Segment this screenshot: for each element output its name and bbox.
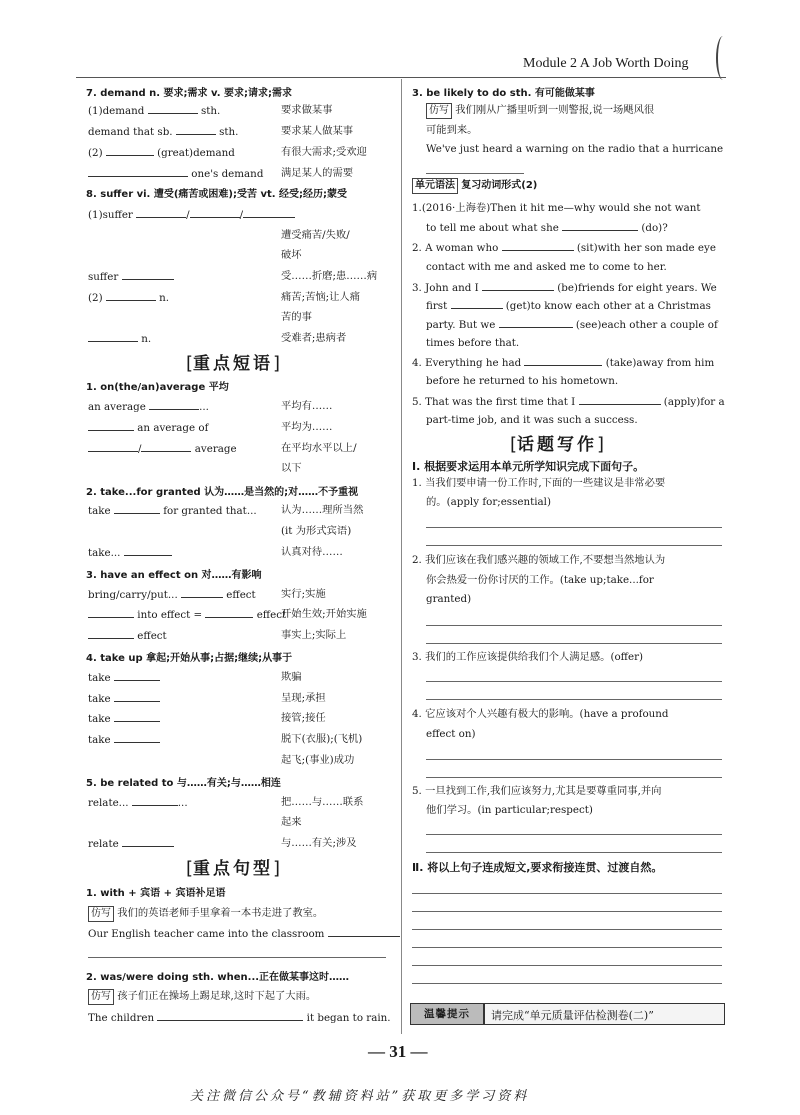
grammar-q3-line4: times before that. xyxy=(426,337,520,349)
answer-line[interactable] xyxy=(426,777,722,778)
answer-line[interactable] xyxy=(88,957,386,958)
header-bracket xyxy=(716,36,730,80)
grammar-q3-line3: party. But we (see)each other a couple of xyxy=(426,319,718,331)
blank[interactable] xyxy=(132,795,178,806)
grammar-q5-line1: 5. That was the first time that I (apply)for a xyxy=(412,396,725,408)
phrase4-row4-cn: 脱下(衣服);(飞机) xyxy=(281,733,363,745)
phrase4-row5-cn: 起飞;(事业)成功 xyxy=(281,754,355,766)
item8-row5: n. xyxy=(88,331,151,346)
writing-q5-line2: 他们学习。(in particular;respect) xyxy=(426,804,593,816)
phrase5-row1: relate... ... xyxy=(88,797,188,809)
phrase3-row3: effect xyxy=(88,628,167,643)
writing-q1-line1: 1. 当我们要申请一份工作时,下面的一些建议是非常必要 xyxy=(412,477,666,489)
grammar-heading: 单元语法 复习动词形式(2) xyxy=(412,178,537,194)
blank[interactable] xyxy=(482,280,554,291)
phrase4-row4: take xyxy=(88,732,160,747)
answer-line[interactable] xyxy=(412,947,722,948)
item8-row2-cn1: 遭受痛苦/失败/ xyxy=(281,229,350,241)
writing-q4-line1: 4. 它应该对个人兴趣有极大的影响。(have a profound xyxy=(412,708,669,720)
answer-line[interactable] xyxy=(426,834,722,835)
blank[interactable] xyxy=(114,670,160,681)
phrase5-row1-cn2: 起来 xyxy=(281,816,302,828)
phrase5-row2: relate xyxy=(88,836,174,851)
blank[interactable] xyxy=(124,545,172,556)
answer-line[interactable] xyxy=(412,929,722,930)
item7-row2: demand that sb. sth. xyxy=(88,126,239,138)
phrase2-row1-cn2: (it 为形式宾语) xyxy=(281,525,352,537)
sentence1-prompt: 仿写 我们的英语老师手里拿着一本书走进了教室。 xyxy=(88,906,323,922)
item7-row3-cn: 有很大需求;受欢迎 xyxy=(281,146,367,158)
item7-row4: one's demand xyxy=(88,166,263,181)
blank[interactable] xyxy=(149,399,199,410)
phrase4-row1-cn: 欺骗 xyxy=(281,671,302,683)
blank[interactable] xyxy=(502,240,574,251)
phrase4-row3: take xyxy=(88,711,160,726)
blank[interactable] xyxy=(205,607,253,618)
answer-line[interactable] xyxy=(412,911,722,912)
answer-line[interactable] xyxy=(412,983,722,984)
footer-watermark: 关注微信公众号“教辅资料站”获取更多学习资料 xyxy=(190,1089,530,1104)
item8-row4: (2) n. xyxy=(88,292,170,304)
phrase2-row2: take... xyxy=(88,545,172,560)
blank[interactable] xyxy=(88,607,134,618)
phrase3-row2: into effect = effect xyxy=(88,607,286,622)
blank[interactable] xyxy=(141,441,191,452)
item3-title: 3. be likely to do sth. 有可能做某事 xyxy=(412,88,595,99)
phrase1-row2: an average of xyxy=(88,420,208,435)
answer-line[interactable] xyxy=(426,759,722,760)
answer-line[interactable] xyxy=(426,681,722,682)
phrase1-row1: an average ... xyxy=(88,401,209,413)
header-title: Module 2 A Job Worth Doing xyxy=(523,56,689,71)
sentence1-english: Our English teacher came into the classroom xyxy=(88,926,400,941)
blank[interactable] xyxy=(88,331,138,342)
item8-row4-cn1: 痛苦;苦恼;让人痛 xyxy=(281,291,361,303)
column-separator xyxy=(401,79,402,1034)
blank[interactable] xyxy=(122,836,174,847)
phrase3-row1: bring/carry/put... effect xyxy=(88,589,256,601)
grammar-q4-line2: before he returned to his hometown. xyxy=(426,375,619,387)
writing-q5-line1: 5. 一旦找到工作,我们应该努力,尤其是要尊重同事,并向 xyxy=(412,785,662,797)
section-sentences-heading: [重点句型] xyxy=(186,858,281,879)
phrase1-row2-cn: 平均为…… xyxy=(281,421,333,433)
blank[interactable] xyxy=(579,394,661,405)
item7-row2-cn: 要求某人做某事 xyxy=(281,125,354,137)
blank[interactable] xyxy=(524,355,602,366)
grammar-q1-line2: to tell me about what she (do)? xyxy=(426,222,668,234)
grammar-q3-line1: 3. John and I (be)friends for eight years. We xyxy=(412,282,717,294)
blank[interactable] xyxy=(190,207,240,218)
item7-row1: (1)demand sth. xyxy=(88,105,221,117)
phrase5-row2-cn: 与……有关;涉及 xyxy=(281,837,357,849)
item3-prompt: 仿写 我们刚从广播里听到一则警报,说一场飓风很 xyxy=(426,103,654,119)
answer-line[interactable] xyxy=(426,545,722,546)
grammar-q4-line1: 4. Everything he had (take)away from him xyxy=(412,357,715,369)
blank[interactable] xyxy=(328,926,400,937)
blank[interactable] xyxy=(562,220,638,231)
blank[interactable] xyxy=(176,124,216,135)
grammar-q2-line1: 2. A woman who (sit)with her son made eye xyxy=(412,242,716,254)
grammar-q3-line2: first (get)to know each other at a Christmas xyxy=(426,300,711,312)
reminder-box xyxy=(410,1003,725,1025)
blank[interactable] xyxy=(88,441,138,452)
answer-line[interactable] xyxy=(426,699,722,700)
blank[interactable] xyxy=(243,207,295,218)
reminder-text: 请完成“单元质量评估检测卷(二)” xyxy=(491,1009,654,1022)
blank[interactable] xyxy=(114,732,160,743)
phrase4-row2-cn: 呈现;承担 xyxy=(281,692,326,704)
reminder-label: 温馨提示 xyxy=(411,1004,485,1024)
phrase2-row2-cn: 认真对待…… xyxy=(281,546,343,558)
phrase3-row2-cn: 开始生效;开始实施 xyxy=(281,608,367,620)
section-writing-heading: [话题写作] xyxy=(510,434,605,455)
phrase3-title: 3. have an effect on 对……有影响 xyxy=(86,570,262,581)
blank[interactable] xyxy=(88,628,134,639)
phrase1-row1-cn: 平均有…… xyxy=(281,400,333,412)
blank[interactable] xyxy=(451,298,503,309)
phrase1-title: 1. on(the/an)average 平均 xyxy=(86,382,229,393)
grammar-q2-line2: contact with me and asked me to come to her. xyxy=(426,261,667,273)
phrase1-row3-cn1: 在平均水平以上/ xyxy=(281,442,357,454)
item8-row3-cn: 受……折磨;患……病 xyxy=(281,270,378,282)
item7-row4-cn: 满足某人的需要 xyxy=(281,167,354,179)
grammar-q5-line2: part-time job, and it was such a success. xyxy=(426,414,638,426)
phrase5-title: 5. be related to 与……有关;与……相连 xyxy=(86,778,281,789)
imitate-tag: 仿写 xyxy=(426,103,452,119)
item7-title: 7. demand n. 要求;需求 v. 要求;请求;需求 xyxy=(86,88,292,99)
page-number: — 31 — xyxy=(368,1042,428,1061)
writing-q1-line2: 的。(apply for;essential) xyxy=(426,496,551,508)
item7-row1-cn: 要求做某事 xyxy=(281,104,333,116)
phrase3-row3-cn: 事实上;实际上 xyxy=(281,629,347,641)
blank[interactable] xyxy=(499,317,573,328)
item8-row3: suffer xyxy=(88,269,174,284)
item8-row2-cn2: 破坏 xyxy=(281,249,302,261)
answer-line[interactable] xyxy=(426,852,722,853)
sentence2-prompt: 仿写 孩子们正在操场上踢足球,这时下起了大雨。 xyxy=(88,989,316,1005)
sentence2-english: The children it began to rain. xyxy=(88,1012,391,1024)
blank[interactable] xyxy=(122,269,174,280)
phrase4-row1: take xyxy=(88,670,160,685)
item8-row5-cn: 受难者;患病者 xyxy=(281,332,347,344)
phrase1-row3: / average xyxy=(88,441,237,456)
sentence1-title: 1. with + 宾语 + 宾语补足语 xyxy=(86,888,226,899)
blank[interactable] xyxy=(114,711,160,722)
blank[interactable] xyxy=(157,1010,303,1021)
phrase2-row1: take for granted that... xyxy=(88,505,257,517)
imitate-tag: 仿写 xyxy=(88,906,114,922)
item3-prompt-cont: 可能到来。 xyxy=(426,124,478,136)
phrase2-title: 2. take...for granted 认为……是当然的;对……不予重视 xyxy=(86,487,359,498)
answer-line[interactable] xyxy=(426,625,722,626)
writing-part2-instruction: Ⅱ. 将以上句子连成短文,要求衔接连贯、过渡自然。 xyxy=(412,861,663,874)
header-rule xyxy=(76,77,726,78)
blank[interactable] xyxy=(114,691,160,702)
writing-q2-line1: 2. 我们应该在我们感兴趣的领域工作,不要想当然地认为 xyxy=(412,554,666,566)
phrase2-row1-cn1: 认为……理所当然 xyxy=(281,504,364,516)
writing-q3-line1: 3. 我们的工作应该提供给我们个人满足感。(offer) xyxy=(412,651,644,663)
blank[interactable] xyxy=(88,166,188,177)
item7-row3: (2) (great)demand xyxy=(88,147,235,159)
sentence2-title: 2. was/were doing sth. when...正在做某事这时…… xyxy=(86,972,350,983)
blank[interactable] xyxy=(106,290,156,301)
item8-title: 8. suffer vi. 遭受(痛苦或困难);受苦 vt. 经受;经历;蒙受 xyxy=(86,189,348,200)
phrase5-row1-cn1: 把……与……联系 xyxy=(281,796,364,808)
item8-row1: (1)suffer / / xyxy=(88,207,295,222)
writing-q4-line2: effect on) xyxy=(426,728,476,740)
phrase4-row3-cn: 接管;接任 xyxy=(281,712,326,724)
answer-line[interactable] xyxy=(412,965,722,966)
phrase4-row2: take xyxy=(88,691,160,706)
section-phrases-heading: [重点短语] xyxy=(186,353,281,374)
phrase4-title: 4. take up 拿起;开始从事;占据;继续;从事于 xyxy=(86,653,293,664)
blank[interactable] xyxy=(136,207,186,218)
phrase1-row3-cn2: 以下 xyxy=(281,462,302,474)
grammar-q1-line1: 1.(2016·上海卷)Then it hit me—why would she not want xyxy=(412,202,701,214)
answer-line[interactable] xyxy=(426,643,722,644)
item3-english: We've just heard a warning on the radio that a hurricane xyxy=(426,143,724,155)
blank[interactable] xyxy=(148,103,198,114)
answer-line[interactable] xyxy=(426,173,524,174)
imitate-tag: 仿写 xyxy=(88,989,114,1005)
writing-part1-instruction: Ⅰ. 根据要求运用本单元所学知识完成下面句子。 xyxy=(412,460,645,473)
blank[interactable] xyxy=(181,587,223,598)
blank[interactable] xyxy=(88,420,134,431)
item8-row4-cn2: 苦的事 xyxy=(281,311,312,323)
writing-q2-line2: 你会热爱一份你讨厌的工作。(take up;take...for xyxy=(426,574,654,586)
blank[interactable] xyxy=(114,503,160,514)
blank[interactable] xyxy=(106,145,154,156)
answer-line[interactable] xyxy=(426,527,722,528)
phrase3-row1-cn: 实行;实施 xyxy=(281,588,326,600)
answer-line[interactable] xyxy=(412,893,722,894)
writing-q2-line3: granted) xyxy=(426,593,472,605)
